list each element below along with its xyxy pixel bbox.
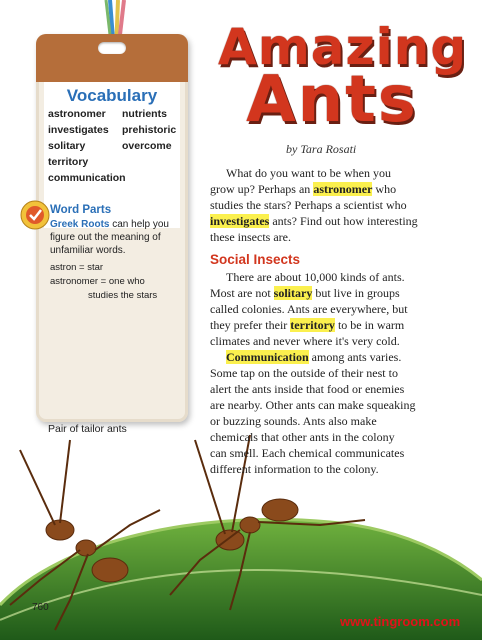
card-hole — [98, 42, 126, 54]
body-line: Some tap on the outside of their nest to — [210, 366, 398, 380]
page-number: 760 — [32, 602, 49, 613]
intro-line: investigates ants? Find out how interesting — [210, 214, 418, 228]
vocab-highlight: investigates — [210, 214, 270, 228]
body-line: or buzzing sounds. Ants also make — [210, 414, 377, 428]
body-line: Most are not solitary but live in groups — [210, 286, 400, 300]
vocab-word: prehistoric — [122, 124, 177, 136]
vocab-word: investigates — [48, 124, 109, 136]
section-heading: Social Insects — [210, 252, 301, 267]
vocab-highlight: territory — [290, 318, 335, 332]
greek-roots-label: Greek Roots — [50, 219, 110, 230]
title-line-2: Ants — [246, 63, 418, 137]
vocab-highlight: solitary — [273, 286, 313, 300]
vocab-word: overcome — [122, 140, 172, 152]
body-line: are nearby. Other ants can make squeaking — [210, 398, 416, 412]
body-line: Communication among ants varies. — [226, 350, 402, 364]
vocab-word: astronomer — [48, 108, 106, 120]
intro-line: What do you want to be when you — [226, 166, 391, 180]
photo-caption: Pair of tailor ants — [48, 423, 127, 435]
body-line: different information to the colony. — [210, 462, 379, 476]
title-line-1: Amazing — [218, 18, 468, 76]
intro-line: studies the stars? Perhaps a scientist who — [210, 198, 407, 212]
byline: by Tara Rosati — [286, 142, 357, 156]
vocab-word: solitary — [48, 140, 86, 152]
vocab-highlight: Communication — [226, 350, 309, 364]
example-line: astron = star — [50, 262, 104, 273]
body-line: chemicals that other ants in the colony — [210, 430, 395, 444]
reading-strategy-badge-icon — [20, 200, 50, 230]
word-parts-title: Word Parts — [50, 204, 112, 216]
vocab-word: nutrients — [122, 108, 167, 120]
vocabulary-card — [36, 34, 188, 422]
vocab-word: communication — [48, 172, 126, 184]
vocabulary-title: Vocabulary — [66, 86, 158, 105]
body-line: called colonies. Ants are everywhere, but — [210, 302, 408, 316]
example-line: astronomer = one who — [50, 276, 145, 287]
body-line: There are about 10,000 kinds of ants. — [226, 270, 405, 284]
example-line: studies the stars — [88, 290, 158, 301]
vocab-highlight: astronomer — [313, 182, 373, 196]
intro-line: grow up? Perhaps an astronomer who — [210, 182, 397, 196]
body-line: alert the ants inside that food or enemies — [210, 382, 405, 396]
body-line: they prefer their territory to be in warm — [210, 318, 405, 332]
vocab-word: territory — [48, 156, 89, 168]
watermark: www.tingroom.com — [340, 614, 461, 629]
body-line: climates and never where it's very cold. — [210, 334, 400, 348]
word-parts-text: Greek Roots can help you figure out the meaning of unfamiliar words. — [50, 219, 169, 256]
body-line: can smell. Each chemical communicates — [210, 446, 405, 460]
intro-line: these insects are. — [210, 230, 291, 244]
